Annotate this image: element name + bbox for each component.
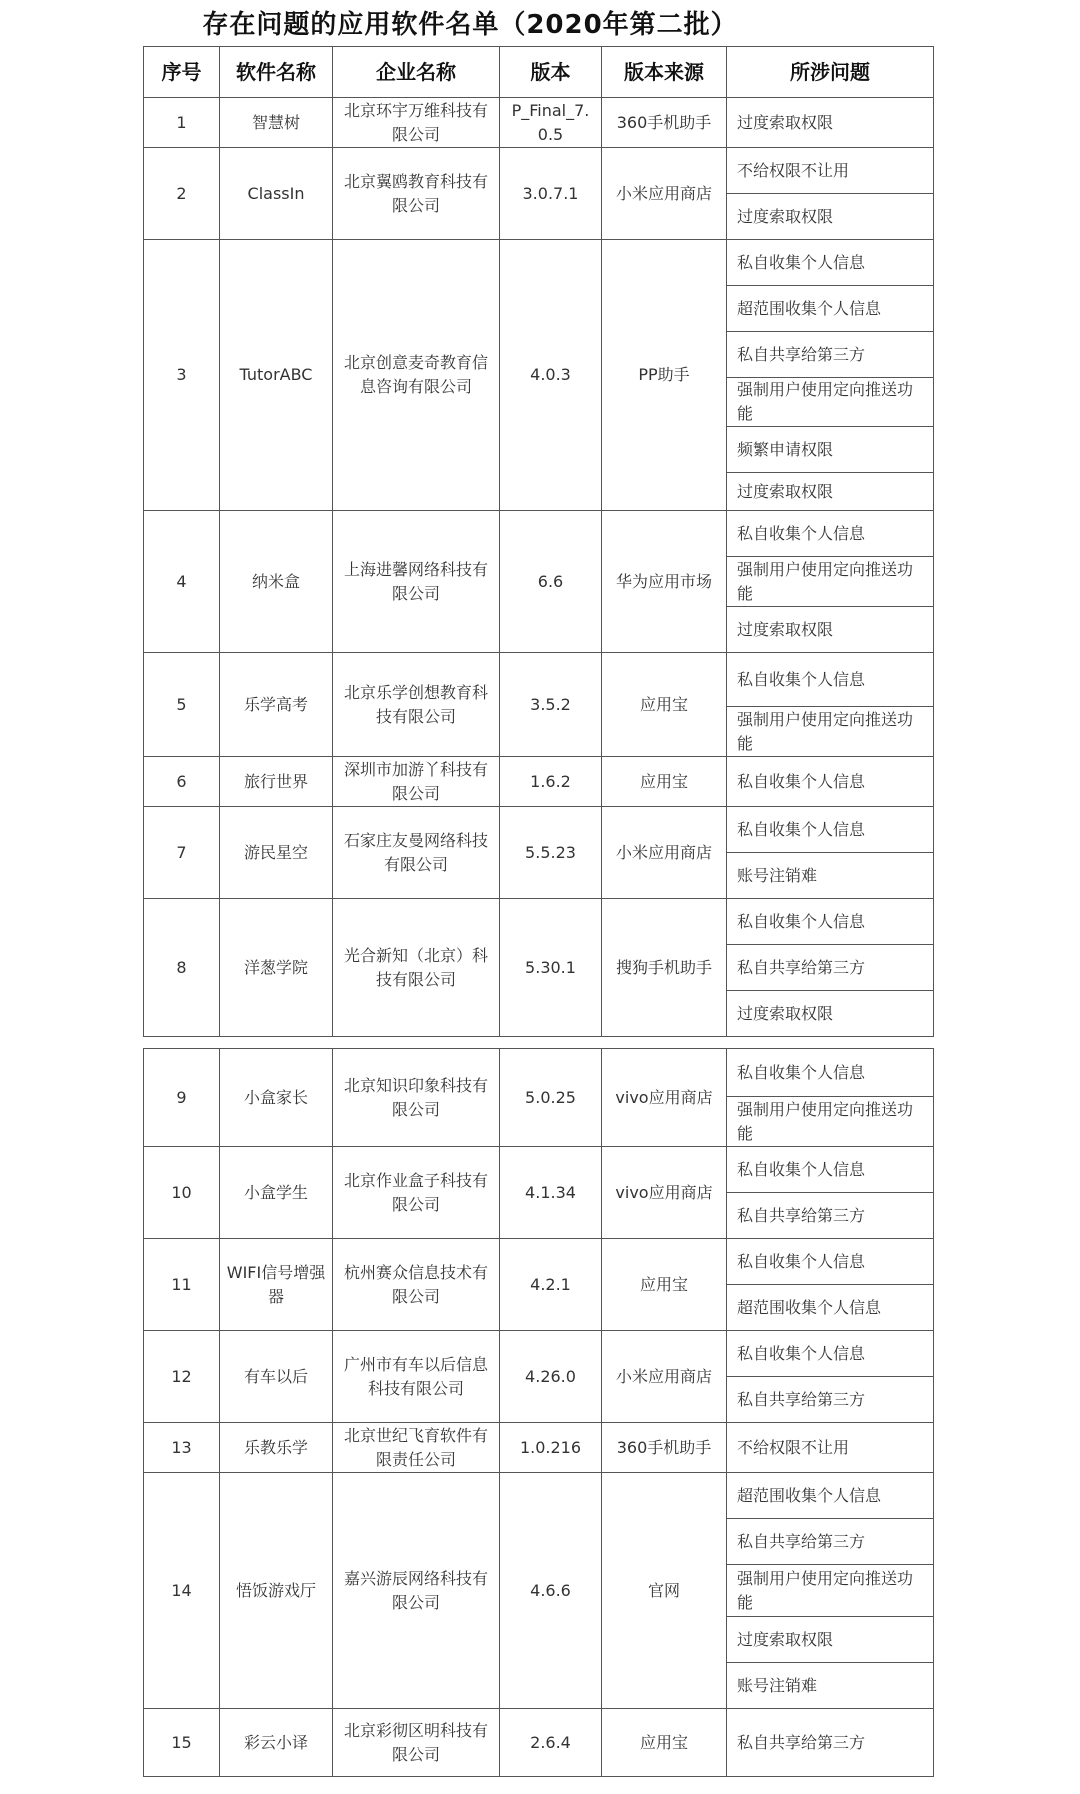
cell-version: 1.0.216 (500, 1423, 602, 1473)
cell-company: 北京彩彻区明科技有限公司 (333, 1709, 500, 1777)
header-issues: 所涉问题 (727, 47, 934, 98)
cell-issue: 过度索取权限 (727, 194, 934, 240)
cell-issue: 私自收集个人信息 (727, 899, 934, 945)
cell-version: 6.6 (500, 511, 602, 653)
header-company: 企业名称 (333, 47, 500, 98)
app-list-table-part1 (143, 46, 934, 1037)
cell-no: 10 (144, 1147, 220, 1239)
cell-company: 上海进馨网络科技有限公司 (333, 511, 500, 653)
table-row (144, 1239, 934, 1285)
table-row (144, 653, 934, 707)
cell-source: vivo应用商店 (602, 1147, 727, 1239)
cell-company: 深圳市加游丫科技有限公司 (333, 757, 500, 807)
cell-app-name: 旅行世界 (220, 757, 333, 807)
cell-company: 北京乐学创想教育科技有限公司 (333, 653, 500, 757)
table-row (144, 1147, 934, 1193)
cell-no: 13 (144, 1423, 220, 1473)
cell-version: 1.6.2 (500, 757, 602, 807)
cell-no: 2 (144, 148, 220, 240)
cell-issue: 私自共享给第三方 (727, 945, 934, 991)
cell-issue: 私自收集个人信息 (727, 1049, 934, 1097)
cell-app-name: 洋葱学院 (220, 899, 333, 1037)
cell-company: 石家庄友曼网络科技有限公司 (333, 807, 500, 899)
cell-source: 官网 (602, 1473, 727, 1709)
table-body-part2 (144, 1049, 934, 1777)
table-row (144, 148, 934, 194)
cell-issue: 私自收集个人信息 (727, 807, 934, 853)
cell-source: 应用宝 (602, 1709, 727, 1777)
cell-issue: 账号注销难 (727, 1663, 934, 1709)
cell-company: 北京知识印象科技有限公司 (333, 1049, 500, 1147)
cell-app-name: 乐教乐学 (220, 1423, 333, 1473)
cell-issue: 强制用户使用定向推送功能 (727, 1565, 934, 1617)
cell-company: 杭州赛众信息技术有限公司 (333, 1239, 500, 1331)
cell-issue: 过度索取权限 (727, 607, 934, 653)
table-row (144, 98, 934, 148)
cell-issue: 私自收集个人信息 (727, 1331, 934, 1377)
cell-source: 应用宝 (602, 757, 727, 807)
cell-no: 14 (144, 1473, 220, 1709)
cell-company: 北京创意麦奇教育信息咨询有限公司 (333, 240, 500, 511)
cell-company: 北京翼鸥教育科技有限公司 (333, 148, 500, 240)
cell-issue: 强制用户使用定向推送功能 (727, 1097, 934, 1147)
cell-version: 5.30.1 (500, 899, 602, 1037)
cell-no: 3 (144, 240, 220, 511)
cell-issue: 不给权限不让用 (727, 148, 934, 194)
cell-no: 15 (144, 1709, 220, 1777)
cell-app-name: 彩云小译 (220, 1709, 333, 1777)
cell-version: 3.0.7.1 (500, 148, 602, 240)
app-list-table-part2 (143, 1048, 934, 1777)
table-row (144, 1709, 934, 1777)
cell-no: 7 (144, 807, 220, 899)
table-header-row (144, 47, 934, 98)
cell-version: 4.2.1 (500, 1239, 602, 1331)
cell-no: 12 (144, 1331, 220, 1423)
cell-version: 5.0.25 (500, 1049, 602, 1147)
table-row (144, 899, 934, 945)
cell-issue: 超范围收集个人信息 (727, 1285, 934, 1331)
cell-no: 9 (144, 1049, 220, 1147)
cell-issue: 私自收集个人信息 (727, 511, 934, 557)
cell-issue: 不给权限不让用 (727, 1423, 934, 1473)
cell-app-name: ClassIn (220, 148, 333, 240)
cell-issue: 私自收集个人信息 (727, 240, 934, 286)
cell-issue: 账号注销难 (727, 853, 934, 899)
cell-issue: 过度索取权限 (727, 473, 934, 511)
cell-version: 4.1.34 (500, 1147, 602, 1239)
cell-no: 11 (144, 1239, 220, 1331)
cell-source: 华为应用市场 (602, 511, 727, 653)
cell-issue: 私自共享给第三方 (727, 1377, 934, 1423)
cell-no: 8 (144, 899, 220, 1037)
cell-issue: 私自收集个人信息 (727, 653, 934, 707)
cell-app-name: 悟饭游戏厅 (220, 1473, 333, 1709)
cell-source: 应用宝 (602, 1239, 727, 1331)
cell-app-name: 游民星空 (220, 807, 333, 899)
table-row (144, 1473, 934, 1519)
table-row (144, 1049, 934, 1097)
cell-app-name: 有车以后 (220, 1331, 333, 1423)
cell-app-name: TutorABC (220, 240, 333, 511)
cell-company: 北京世纪飞育软件有限责任公司 (333, 1423, 500, 1473)
cell-version: 4.26.0 (500, 1331, 602, 1423)
table-row (144, 240, 934, 286)
cell-app-name: 小盒家长 (220, 1049, 333, 1147)
cell-app-name: WIFI信号增强器 (220, 1239, 333, 1331)
cell-issue: 私自收集个人信息 (727, 757, 934, 807)
cell-company: 嘉兴游辰网络科技有限公司 (333, 1473, 500, 1709)
cell-source: 应用宝 (602, 653, 727, 757)
cell-version: P_Final_7.0.5 (500, 98, 602, 148)
cell-issue: 私自收集个人信息 (727, 1239, 934, 1285)
cell-version: 3.5.2 (500, 653, 602, 757)
header-source: 版本来源 (602, 47, 727, 98)
cell-source: 360手机助手 (602, 1423, 727, 1473)
cell-issue: 私自共享给第三方 (727, 1519, 934, 1565)
cell-source: 360手机助手 (602, 98, 727, 148)
cell-source: 小米应用商店 (602, 148, 727, 240)
document-title: 存在问题的应用软件名单（2020年第二批） (202, 10, 738, 40)
cell-company: 北京作业盒子科技有限公司 (333, 1147, 500, 1239)
cell-no: 5 (144, 653, 220, 757)
cell-app-name: 小盒学生 (220, 1147, 333, 1239)
header-version: 版本 (500, 47, 602, 98)
cell-app-name: 智慧树 (220, 98, 333, 148)
cell-issue: 私自收集个人信息 (727, 1147, 934, 1193)
cell-source: vivo应用商店 (602, 1049, 727, 1147)
table-row (144, 511, 934, 557)
cell-no: 6 (144, 757, 220, 807)
table-body-part1 (144, 98, 934, 1037)
cell-issue: 私自共享给第三方 (727, 1709, 934, 1777)
cell-issue: 强制用户使用定向推送功能 (727, 557, 934, 607)
cell-app-name: 乐学高考 (220, 653, 333, 757)
table-row (144, 1331, 934, 1377)
cell-issue: 过度索取权限 (727, 98, 934, 148)
cell-source: 小米应用商店 (602, 1331, 727, 1423)
cell-issue: 频繁申请权限 (727, 427, 934, 473)
cell-source: 小米应用商店 (602, 807, 727, 899)
cell-issue: 超范围收集个人信息 (727, 286, 934, 332)
cell-issue: 私自共享给第三方 (727, 1193, 934, 1239)
cell-issue: 强制用户使用定向推送功能 (727, 378, 934, 427)
cell-version: 5.5.23 (500, 807, 602, 899)
header-app-name: 软件名称 (220, 47, 333, 98)
cell-app-name: 纳米盒 (220, 511, 333, 653)
header-no: 序号 (144, 47, 220, 98)
cell-issue: 超范围收集个人信息 (727, 1473, 934, 1519)
cell-source: PP助手 (602, 240, 727, 511)
table-row (144, 807, 934, 853)
cell-company: 北京环宇万维科技有限公司 (333, 98, 500, 148)
cell-issue: 过度索取权限 (727, 991, 934, 1037)
cell-issue: 过度索取权限 (727, 1617, 934, 1663)
cell-version: 2.6.4 (500, 1709, 602, 1777)
cell-issue: 私自共享给第三方 (727, 332, 934, 378)
cell-no: 4 (144, 511, 220, 653)
cell-issue: 强制用户使用定向推送功能 (727, 707, 934, 757)
table-row (144, 1423, 934, 1473)
cell-source: 搜狗手机助手 (602, 899, 727, 1037)
cell-version: 4.0.3 (500, 240, 602, 511)
cell-version: 4.6.6 (500, 1473, 602, 1709)
cell-company: 光合新知（北京）科技有限公司 (333, 899, 500, 1037)
cell-no: 1 (144, 98, 220, 148)
table-row (144, 757, 934, 807)
cell-company: 广州市有车以后信息科技有限公司 (333, 1331, 500, 1423)
